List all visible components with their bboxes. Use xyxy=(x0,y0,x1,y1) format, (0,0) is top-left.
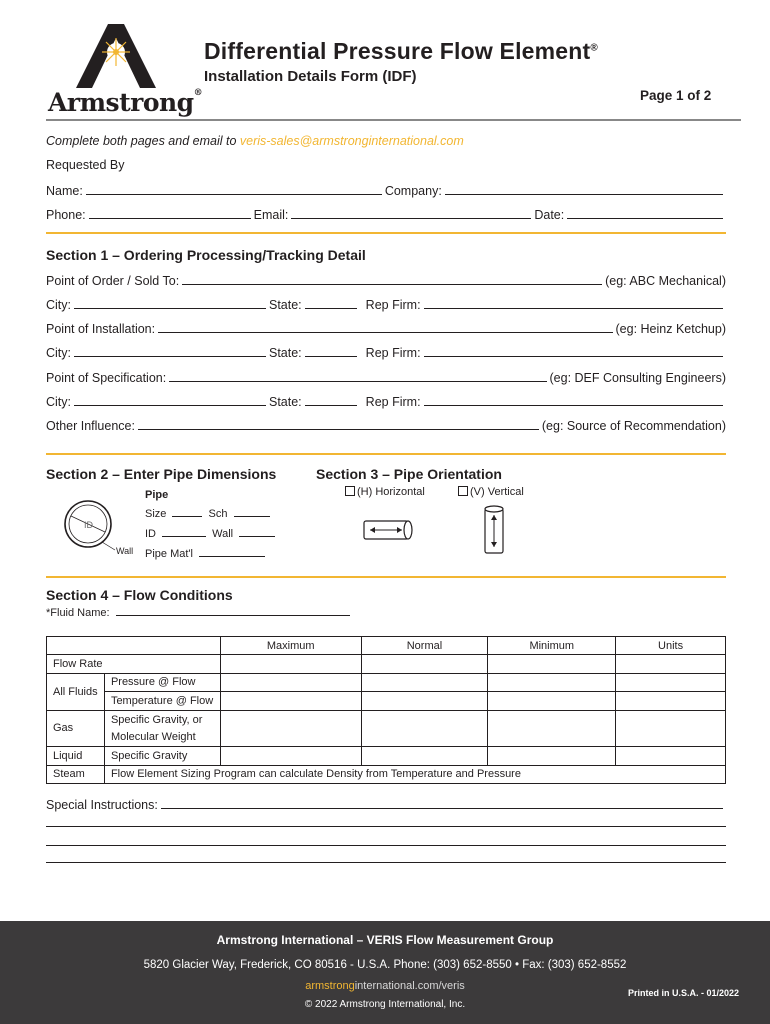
footer-group-name: Armstrong International – VERIS Flow Measurement Group xyxy=(216,933,554,947)
page-subtitle: Installation Details Form (IDF) xyxy=(204,68,417,85)
other-influence-example: (eg: Source of Recommendation) xyxy=(541,419,726,433)
wall-label: Wall xyxy=(212,528,234,540)
footer-website-part-a: armstrong xyxy=(305,980,355,992)
city-state-rep-row-1 xyxy=(46,296,726,312)
rep-firm-field[interactable] xyxy=(424,308,723,309)
table-row xyxy=(47,692,726,710)
footer xyxy=(0,921,770,1024)
liquid-maximum-cell[interactable] xyxy=(220,747,361,765)
company-label: Company: xyxy=(384,184,442,198)
state-label: State: xyxy=(269,395,302,409)
temperature-normal-cell[interactable] xyxy=(361,692,488,710)
name-label: Name: xyxy=(46,184,83,198)
point-of-order-row xyxy=(46,272,726,288)
gas-label: Gas xyxy=(47,710,105,747)
steam-label: Steam xyxy=(47,765,105,783)
all-fluids-label: All Fluids xyxy=(47,673,105,710)
header-divider xyxy=(46,119,741,121)
column-header: Minimum xyxy=(488,637,616,655)
temperature-label: Temperature @ Flow xyxy=(104,692,220,710)
id-label: ID xyxy=(145,528,156,540)
section4-title: Section 4 – Flow Conditions xyxy=(46,587,233,603)
diagram-id-label: ID xyxy=(84,520,93,530)
flow-rate-units-cell[interactable] xyxy=(616,655,726,673)
pipe-material-row xyxy=(145,548,268,560)
intro-text xyxy=(46,134,464,148)
pressure-maximum-cell[interactable] xyxy=(220,673,361,691)
table-row xyxy=(47,765,726,783)
id-wall-row xyxy=(145,528,278,540)
table-corner-cell xyxy=(47,637,221,655)
liquid-label: Liquid xyxy=(47,747,105,765)
point-of-specification-row xyxy=(46,369,726,385)
vertical-checkbox[interactable] xyxy=(458,486,468,496)
special-instructions-field[interactable] xyxy=(161,808,723,809)
city-field[interactable] xyxy=(74,356,266,357)
liquid-units-cell[interactable] xyxy=(616,747,726,765)
vertical-option[interactable] xyxy=(458,486,524,498)
liquid-normal-cell[interactable] xyxy=(361,747,488,765)
molecular-weight-label: Molecular Weight xyxy=(104,728,220,746)
pressure-minimum-cell[interactable] xyxy=(488,673,616,691)
wall-field[interactable] xyxy=(239,536,275,537)
name-field[interactable] xyxy=(86,194,382,195)
flow-rate-normal-cell[interactable] xyxy=(361,655,488,673)
fluid-name-label: *Fluid Name: xyxy=(46,607,110,619)
flow-rate-maximum-cell[interactable] xyxy=(220,655,361,673)
vertical-pipe-icon xyxy=(482,505,506,557)
flow-rate-label: Flow Rate xyxy=(47,655,221,673)
footer-printed: Printed in U.S.A. - 01/2022 xyxy=(628,988,740,998)
horizontal-checkbox[interactable] xyxy=(345,486,355,496)
contact-email-link[interactable]: veris-sales@armstronginternational.com xyxy=(239,134,464,148)
email-field[interactable] xyxy=(291,218,531,219)
gas-normal-cell[interactable] xyxy=(361,710,488,747)
column-header: Units xyxy=(616,637,726,655)
gas-units-cell[interactable] xyxy=(616,710,726,747)
state-field[interactable] xyxy=(305,356,357,357)
temperature-maximum-cell[interactable] xyxy=(220,692,361,710)
requested-by-label: Requested By xyxy=(46,158,125,172)
point-of-order-field[interactable] xyxy=(182,284,602,285)
special-instructions-line-3[interactable] xyxy=(46,845,726,846)
date-field[interactable] xyxy=(567,218,723,219)
size-field[interactable] xyxy=(172,516,202,517)
section3-title: Section 3 – Pipe Orientation xyxy=(316,466,502,482)
name-company-row xyxy=(46,182,726,198)
other-influence-label: Other Influence: xyxy=(46,419,135,433)
size-sch-row xyxy=(145,508,273,520)
id-field[interactable] xyxy=(162,536,206,537)
gas-minimum-cell[interactable] xyxy=(488,710,616,747)
specific-gravity-or-label: Specific Gravity, or xyxy=(104,710,220,728)
vertical-label: (V) Vertical xyxy=(470,486,524,498)
date-label: Date: xyxy=(534,208,565,222)
state-label: State: xyxy=(269,298,302,312)
specific-gravity-label: Specific Gravity xyxy=(104,747,220,765)
state-label: State: xyxy=(269,346,302,360)
company-field[interactable] xyxy=(445,194,723,195)
title-text: Differential Pressure Flow Element xyxy=(204,38,591,64)
city-field[interactable] xyxy=(74,405,266,406)
steam-note: Flow Element Sizing Program can calculate Density from Temperature and Pressure xyxy=(104,765,725,783)
temperature-units-cell[interactable] xyxy=(616,692,726,710)
section2-title: Section 2 – Enter Pipe Dimensions xyxy=(46,466,277,482)
other-influence-field[interactable] xyxy=(138,429,539,430)
table-header-row xyxy=(47,637,726,655)
pipe-label: Pipe xyxy=(145,489,169,501)
city-label: City: xyxy=(46,346,71,360)
footer-website-part-b: international.com/veris xyxy=(354,980,465,992)
rep-firm-field[interactable] xyxy=(424,405,723,406)
city-field[interactable] xyxy=(74,308,266,309)
rep-firm-label: Rep Firm: xyxy=(365,346,421,360)
footer-copyright: © 2022 Armstrong International, Inc. xyxy=(304,999,466,1010)
point-of-order-example: (eg: ABC Mechanical) xyxy=(605,274,726,288)
special-instructions-row xyxy=(46,796,726,812)
sch-label: Sch xyxy=(208,508,228,520)
point-of-installation-field[interactable] xyxy=(158,332,612,333)
brand-trademark: ® xyxy=(193,88,203,98)
intro-instruction: Complete both pages and email to xyxy=(46,134,240,148)
armstrong-logo xyxy=(46,22,203,118)
phone-field[interactable] xyxy=(89,218,251,219)
state-field[interactable] xyxy=(305,308,357,309)
pressure-normal-cell[interactable] xyxy=(361,673,488,691)
horizontal-label: (H) Horizontal xyxy=(357,486,425,498)
point-of-specification-example: (eg: DEF Consulting Engineers) xyxy=(549,371,726,385)
other-influence-row xyxy=(46,417,726,433)
point-of-installation-example: (eg: Heinz Ketchup) xyxy=(615,322,726,336)
column-header: Normal xyxy=(361,637,488,655)
fluid-name-field[interactable] xyxy=(116,615,350,616)
section4-divider xyxy=(46,576,726,578)
table-row xyxy=(47,655,726,673)
city-state-rep-row-3 xyxy=(46,393,726,409)
footer-address: 5820 Glacier Way, Frederick, CO 80516 - U.S.A. Phone: (303) 652-8550 • Fax: (303) 652-8552 xyxy=(143,959,627,971)
horizontal-pipe-icon xyxy=(360,515,416,545)
flow-rate-minimum-cell[interactable] xyxy=(488,655,616,673)
title-mark: ® xyxy=(590,42,598,54)
section1-divider xyxy=(46,232,726,234)
rep-firm-field[interactable] xyxy=(424,356,723,357)
rep-firm-label: Rep Firm: xyxy=(365,395,421,409)
section1-title: Section 1 – Ordering Processing/Tracking Detail xyxy=(46,247,366,263)
page-title xyxy=(204,38,598,65)
page-number: Page 1 of 2 xyxy=(640,88,712,103)
horizontal-option[interactable] xyxy=(345,486,425,498)
pressure-label: Pressure @ Flow xyxy=(104,673,220,691)
table-row xyxy=(47,710,726,728)
fluid-name-row xyxy=(46,607,353,619)
gas-maximum-cell[interactable] xyxy=(220,710,361,747)
point-of-installation-row xyxy=(46,320,726,336)
special-instructions-label: Special Instructions: xyxy=(46,798,158,812)
state-field[interactable] xyxy=(305,405,357,406)
city-label: City: xyxy=(46,298,71,312)
temperature-minimum-cell[interactable] xyxy=(488,692,616,710)
column-header: Maximum xyxy=(220,637,361,655)
diagram-wall-label: Wall xyxy=(116,546,134,556)
point-of-specification-field[interactable] xyxy=(169,381,546,382)
flow-conditions-table xyxy=(46,636,726,784)
rep-firm-label: Rep Firm: xyxy=(365,298,421,312)
city-state-rep-row-2 xyxy=(46,344,726,360)
phone-label: Phone: xyxy=(46,208,86,222)
phone-email-date-row xyxy=(46,206,726,222)
special-instructions-line-4[interactable] xyxy=(46,862,726,863)
sch-field[interactable] xyxy=(234,516,270,517)
table-row xyxy=(47,747,726,765)
point-of-installation-label: Point of Installation: xyxy=(46,322,156,336)
pipe-material-field[interactable] xyxy=(199,556,265,557)
email-label: Email: xyxy=(253,208,289,222)
pressure-units-cell[interactable] xyxy=(616,673,726,691)
brand-name: Armstrong xyxy=(48,88,194,117)
pipe-material-label: Pipe Mat'l xyxy=(145,548,193,560)
city-label: City: xyxy=(46,395,71,409)
point-of-order-label: Point of Order / Sold To: xyxy=(46,274,180,288)
size-label: Size xyxy=(145,508,167,520)
special-instructions-line-2[interactable] xyxy=(46,826,726,827)
point-of-specification-label: Point of Specification: xyxy=(46,371,167,385)
armstrong-a-emblem-icon xyxy=(46,22,186,92)
liquid-minimum-cell[interactable] xyxy=(488,747,616,765)
section2-divider xyxy=(46,453,726,455)
table-row xyxy=(47,673,726,691)
